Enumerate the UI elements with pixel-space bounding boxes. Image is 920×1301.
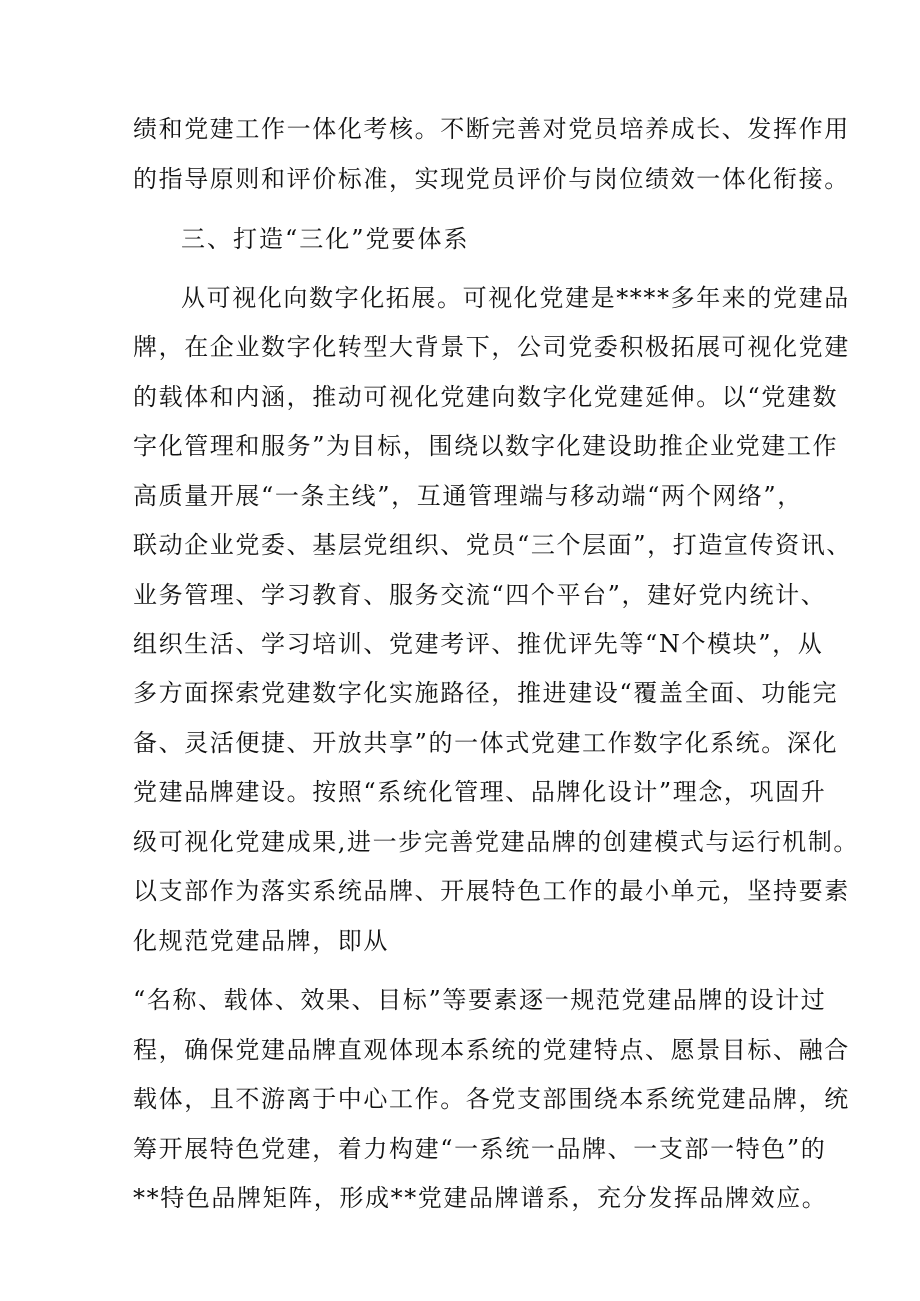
text-line: 程，确保党建品牌直观体现本系统的党建特点、愿景目标、融合 [133,1036,850,1064]
text-line: 组织生活、学习培训、党建考评、推优评先等“N个模块”，从 [133,630,824,658]
text-line: 联动企业党委、基层党组织、党员“三个层面”，打造宣传资讯、 [133,531,852,559]
text-line: 载体，且不游离于中心工作。各党支部围绕本系统党建品牌，统 [133,1085,850,1113]
text-line: 级可视化党建成果,进一步完善党建品牌的创建模式与运行机制。 [133,828,860,856]
text-line: 牌，在企业数字化转型大背景下，公司党委积极拓展可视化党建 [133,333,850,361]
text-line: 化规范党建品牌，即从 [133,927,389,955]
text-line: 党建品牌建设。按照“系统化管理、品牌化设计”理念，巩固升 [133,778,827,806]
section-heading: 三、打造“三化”党要体系 [181,225,470,253]
text-line: 以支部作为落实系统品牌、开展特色工作的最小单元，坚持要素 [133,877,850,905]
text-line: 的载体和内涵，推动可视化党建向数字化党建延伸。以“党建数 [133,383,839,411]
text-line: 业务管理、学习教育、服务交流“四个平台”，建好党内统计、 [133,581,827,609]
text-line: 字化管理和服务”为目标，围绕以数字化建设助推企业党建工作 [133,432,839,460]
paragraph-first-line: 从可视化向数字化拓展。可视化党建是****多年来的党建品 [181,284,850,312]
text-line: 筹开展特色党建，着力构建“一系统一品牌、一支部一特色”的 [133,1135,827,1163]
text-line: “名称、载体、效果、目标”等要素逐一规范党建品牌的设计过 [133,986,827,1014]
text-line: 绩和党建工作一体化考核。不断完善对党员培养成长、发挥作用 [133,115,850,143]
text-line: 备、灵活便捷、开放共享”的一体式党建工作数字化系统。深化 [133,729,839,757]
text-line: 多方面探索党建数字化实施路径，推进建设“覆盖全面、功能完 [133,679,839,707]
text-line: **特色品牌矩阵，形成**党建品牌谱系，充分发挥品牌效应。 [133,1184,828,1212]
text-line: 的指导原则和评价标准，实现党员评价与岗位绩效一体化衔接。 [133,165,850,193]
text-line: 高质量开展“一条主线”，互通管理端与移动端“两个网络”， [133,482,803,510]
